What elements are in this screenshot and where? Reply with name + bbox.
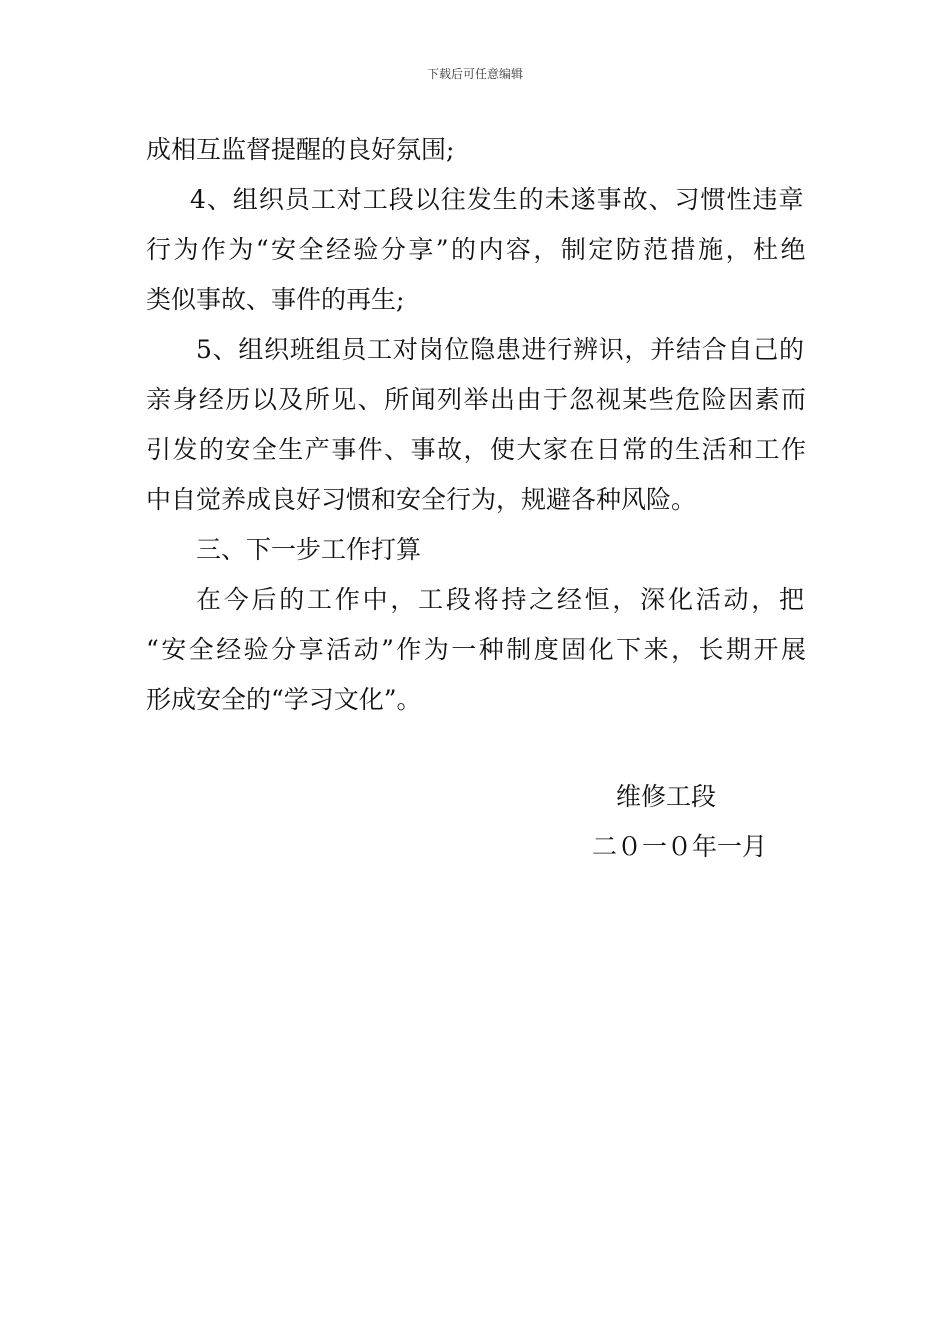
signature-date: 二０一０年一月 [592,832,768,861]
body-line: 类似事故、事件的再生; [146,285,405,314]
body-line: 中自觉养成良好习惯和安全行为，规避各种风险。 [146,485,697,514]
body-line: 成相互监督提醒的良好氛围; [146,135,455,164]
body-line: 亲身经历以及所见、所闻列举出由于忽视某些危险因素而 [146,385,806,414]
signature-department: 维修工段 [616,782,717,811]
body-line: “安全经验分享活动”作为一种制度固化下来，长期开展 [146,635,806,664]
body-line: 5、组织班组员工对岗位隐患进行辨识，并结合自己的 [196,335,804,364]
page-header-note: 下载后可任意编辑 [426,67,523,81]
body-line: 引发的安全生产事件、事故，使大家在日常的生活和工作 [146,435,806,464]
body-line: 形成安全的“学习文化”。 [146,685,422,714]
body-line: 在今后的工作中，工段将持之经恒，深化活动，把 [196,585,804,614]
section-heading: 三、下一步工作打算 [196,535,422,564]
body-line: 行为作为“安全经验分享”的内容，制定防范措施，杜绝 [146,235,806,264]
body-line: 4、组织员工对工段以往发生的未遂事故、习惯性违章 [190,185,804,214]
